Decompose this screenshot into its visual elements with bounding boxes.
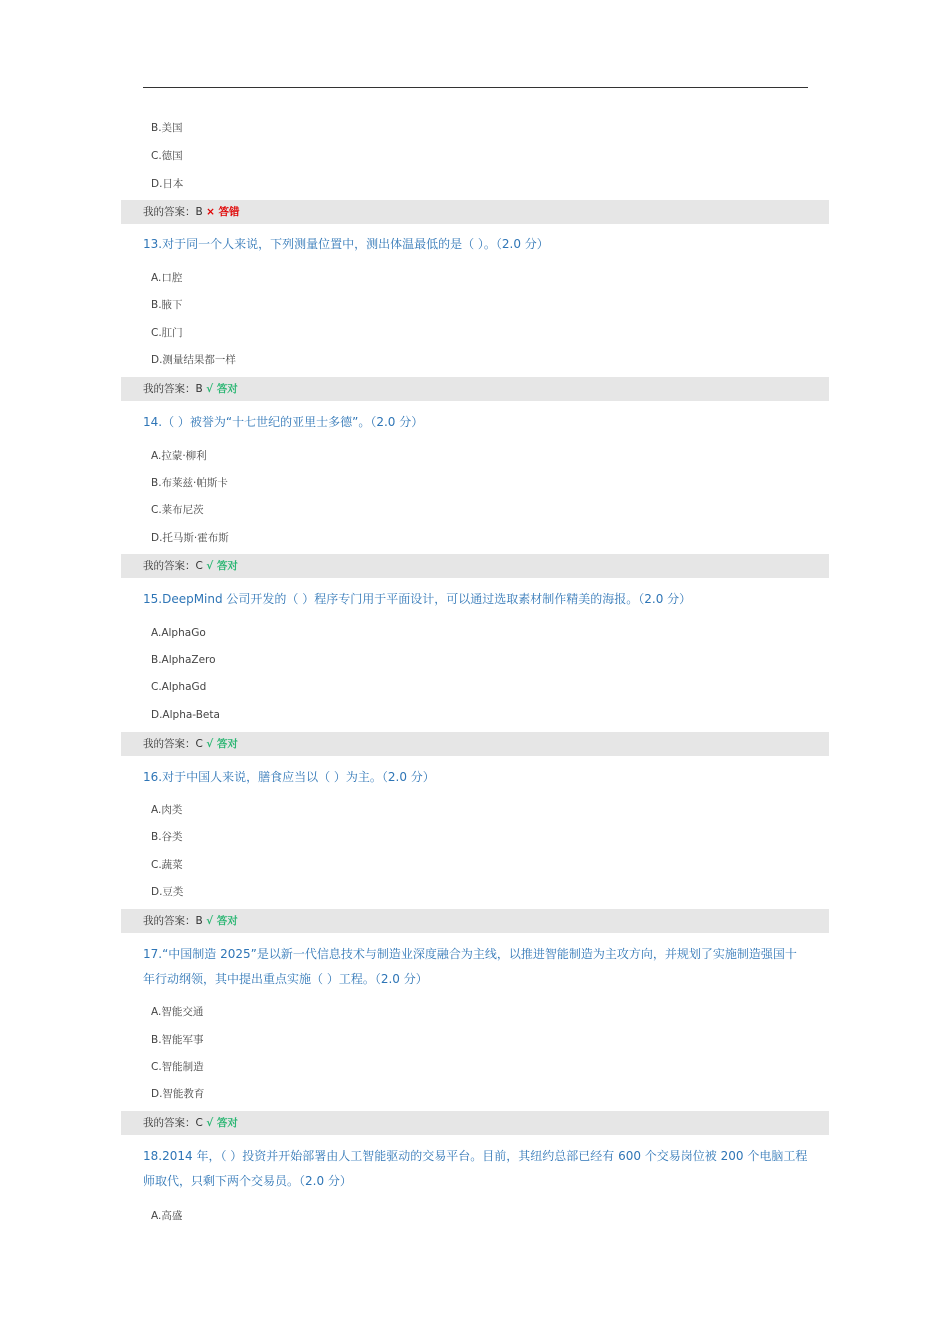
option-12-c[interactable]: C.德国 bbox=[151, 150, 183, 162]
question-16: 16.对于中国人来说，膳食应当以（ ）为主。（2.0 分） bbox=[143, 770, 435, 784]
question-13: 13.对于同一个人来说，下列测量位置中，测出体温最低的是（ ）。（2.0 分） bbox=[143, 237, 549, 251]
option-15-d[interactable]: D.Alpha-Beta bbox=[151, 709, 220, 721]
answer-choice: B bbox=[195, 383, 203, 395]
option-17-d[interactable]: D.智能教育 bbox=[151, 1088, 205, 1100]
option-13-b[interactable]: B.腋下 bbox=[151, 299, 183, 311]
option-17-a[interactable]: A.智能交通 bbox=[151, 1006, 204, 1018]
question-17: 17.“中国制造 2025”是以新一代信息技术与制造业深度融合为主线，以推进智能制造为主攻方向，并规划了实施制造强国十年行动纲领，其中提出重点实施（ ）工程。（2.0 分） bbox=[143, 947, 797, 986]
option-16-b[interactable]: B.谷类 bbox=[151, 831, 183, 843]
answer-prefix: 我的答案： bbox=[143, 560, 196, 572]
option-14-a[interactable]: A.拉蒙·柳利 bbox=[151, 450, 207, 462]
correct-mark: √ 答对 bbox=[206, 915, 238, 927]
answer-choice: C bbox=[195, 1117, 203, 1129]
option-16-d[interactable]: D.豆类 bbox=[151, 886, 184, 898]
option-15-a[interactable]: A.AlphaGo bbox=[151, 627, 206, 639]
wrong-mark: × 答错 bbox=[206, 206, 240, 218]
answer-prefix: 我的答案： bbox=[143, 738, 196, 750]
option-16-a[interactable]: A.肉类 bbox=[151, 804, 183, 816]
question-18: 18.2014 年，（ ）投资并开始部署由人工智能驱动的交易平台。目前，其纽约总部已经有 600 个交易岗位被 200 个电脑工程师取代，只剩下两个交易员。（2.0 分） bbox=[143, 1149, 808, 1188]
answer-bar-12 bbox=[121, 200, 829, 224]
answer-prefix: 我的答案： bbox=[143, 1117, 196, 1129]
option-13-a[interactable]: A.口腔 bbox=[151, 272, 183, 284]
option-15-b[interactable]: B.AlphaZero bbox=[151, 654, 216, 666]
option-16-c[interactable]: C.蔬菜 bbox=[151, 859, 183, 871]
answer-bar-17 bbox=[121, 1111, 829, 1135]
correct-mark: √ 答对 bbox=[206, 1117, 238, 1129]
answer-choice: B bbox=[195, 206, 203, 218]
option-15-c[interactable]: C.AlphaGd bbox=[151, 681, 207, 693]
answer-bar-16 bbox=[121, 909, 829, 933]
option-12-d[interactable]: D.日本 bbox=[151, 178, 184, 190]
option-14-c[interactable]: C.莱布尼茨 bbox=[151, 504, 204, 516]
correct-mark: √ 答对 bbox=[206, 383, 238, 395]
option-14-d[interactable]: D.托马斯·霍布斯 bbox=[151, 532, 229, 544]
correct-mark: √ 答对 bbox=[206, 738, 238, 750]
answer-bar-13 bbox=[121, 377, 829, 401]
answer-choice: C bbox=[195, 560, 203, 572]
answer-choice: B bbox=[195, 915, 203, 927]
option-13-c[interactable]: C.肛门 bbox=[151, 327, 183, 339]
option-17-c[interactable]: C.智能制造 bbox=[151, 1061, 204, 1073]
answer-bar-14 bbox=[121, 554, 829, 578]
answer-prefix: 我的答案： bbox=[143, 206, 196, 218]
option-18-a[interactable]: A.高盛 bbox=[151, 1210, 183, 1222]
question-15: 15.DeepMind 公司开发的（ ）程序专门用于平面设计，可以通过选取素材制作精美的海报。（2.0 分） bbox=[143, 592, 692, 606]
option-17-b[interactable]: B.智能军事 bbox=[151, 1034, 204, 1046]
option-14-b[interactable]: B.布莱兹·帕斯卡 bbox=[151, 477, 228, 489]
answer-choice: C bbox=[195, 738, 203, 750]
option-12-b[interactable]: B.美国 bbox=[151, 122, 183, 134]
answer-prefix: 我的答案： bbox=[143, 915, 196, 927]
question-14: 14.（ ）被誉为“十七世纪的亚里士多德”。（2.0 分） bbox=[143, 415, 424, 429]
header-rule bbox=[143, 87, 808, 88]
option-13-d[interactable]: D.测量结果都一样 bbox=[151, 354, 236, 366]
correct-mark: √ 答对 bbox=[206, 560, 238, 572]
answer-prefix: 我的答案： bbox=[143, 383, 196, 395]
answer-bar-15 bbox=[121, 732, 829, 756]
